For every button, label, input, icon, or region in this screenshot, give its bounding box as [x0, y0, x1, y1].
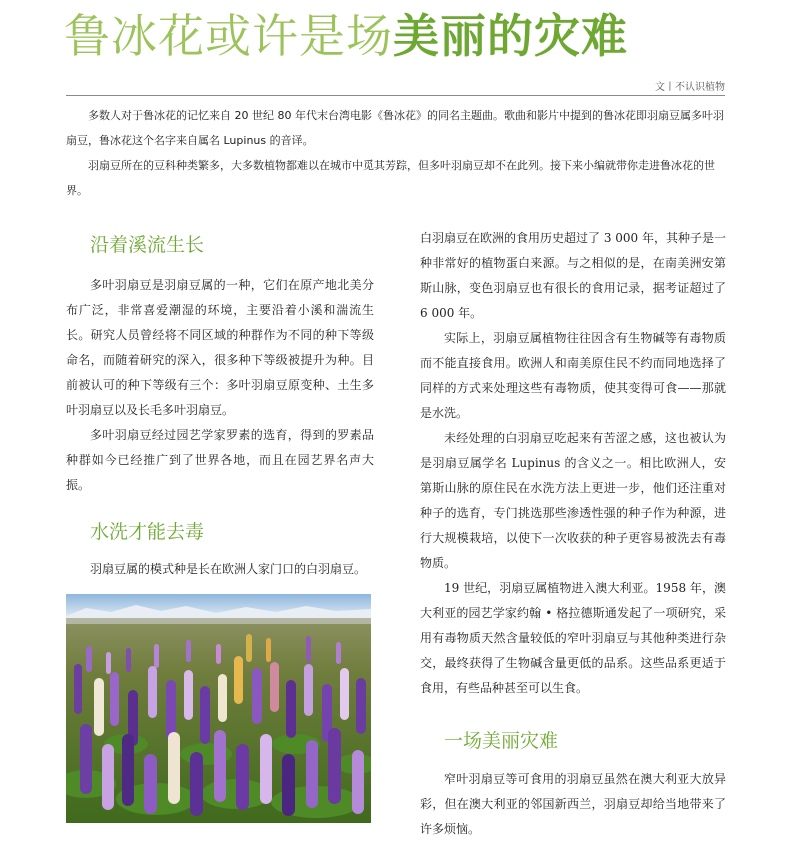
section-body-right — [420, 226, 726, 701]
right-column — [420, 226, 726, 842]
intro — [66, 103, 726, 203]
disaster-paragraph-1: 窄叶羽扇豆等可食用的羽扇豆虽然在澳大利亚大放异彩，但在澳大利亚的邻国新西兰，羽扇豆却给当地带来了许多烦恼。 — [420, 772, 726, 836]
section-heading-disaster: 一场美丽灾难 — [444, 730, 559, 752]
right-paragraph-3: 未经处理的白羽扇豆吃起来有苦涩之感，这也被认为是羽扇豆属学名 Lupinus 的含义之一。相比欧洲人，安第斯山脉的原住民在水洗方法上更进一步，他们还注重对种子的选育，专门挑选那些渗透性强的种子作为种源，进行大规模栽培，以使下一次收获的种子更容易被洗去有毒物质。 — [420, 431, 726, 570]
stream-paragraph-1: 多叶羽扇豆是羽扇豆属的一种，它们在原产地北美分布广泛，非常喜爱潮湿的环境，主要沿着小溪和湍流生长。研究人员曾经将不同区域的种群作为不同的种下等级命名，而随着研究的深入，很多种下等级被提升为种。目前被认可的种下等级有三个：多叶羽扇豆原变种、土生多叶羽扇豆以及长毛多叶羽扇豆。 — [66, 278, 374, 417]
section-heading-stream: 沿着溪流生长 — [90, 234, 205, 256]
byline: 文丨不认识植物 — [655, 82, 725, 93]
section-body-stream — [66, 273, 374, 498]
title-bold: 美丽的灾难 — [393, 9, 628, 63]
section-heading-wash: 水洗才能去毒 — [90, 521, 205, 543]
wash-paragraph-1: 羽扇豆属的模式种是长在欧洲人家门口的白羽扇豆。 — [90, 562, 367, 576]
lupine-field-photo — [66, 594, 371, 823]
section-body-disaster — [420, 767, 726, 842]
intro-paragraph-1: 多数人对于鲁冰花的记忆来自 20 世纪 80 年代末台湾电影《鲁冰花》的同名主题曲。歌曲和影片中提到的鲁冰花即羽扇豆属多叶羽扇豆，鲁冰花这个名字来自属名 Lupinus 的音译。 — [66, 109, 724, 147]
right-paragraph-1: 白羽扇豆在欧洲的食用历史超过了 3 000 年，其种子是一种非常好的植物蛋白来源。与之相似的是，在南美洲安第斯山脉，变色羽扇豆也有很长的食用记录，据考证超过了 6 000 年。 — [420, 231, 726, 320]
article-title — [64, 6, 628, 66]
left-column — [66, 226, 374, 582]
right-paragraph-4: 19 世纪，羽扇豆属植物进入澳大利亚。1958 年，澳大利亚的园艺学家约翰 • 格拉德斯通发起了一项研究，采用有毒物质天然含量较低的窄叶羽扇豆与其他种类进行杂交，最终获得了生物碱含量更低的品系。这些品系更适于食用，有些品种甚至可以生食。 — [420, 581, 726, 695]
section-body-wash — [66, 557, 374, 582]
header-divider — [66, 95, 725, 96]
right-paragraph-2: 实际上，羽扇豆属植物往往因含有生物碱等有毒物质而不能直接食用。欧洲人和南美原住民不约而同地选择了同样的方式来处理这些有毒物质，使其变得可食——那就是水洗。 — [420, 331, 726, 420]
title-light: 鲁冰花或许是场 — [64, 9, 393, 63]
intro-paragraph-2: 羽扇豆所在的豆科种类繁多，大多数植物都难以在城市中觅其芳踪，但多叶羽扇豆却不在此列。接下来小编就带你走进鲁冰花的世界。 — [66, 159, 715, 197]
stream-paragraph-2: 多叶羽扇豆经过园艺学家罗素的选育，得到的罗素品种群如今已经推广到了世界各地，而且在园艺界名声大振。 — [66, 428, 374, 492]
